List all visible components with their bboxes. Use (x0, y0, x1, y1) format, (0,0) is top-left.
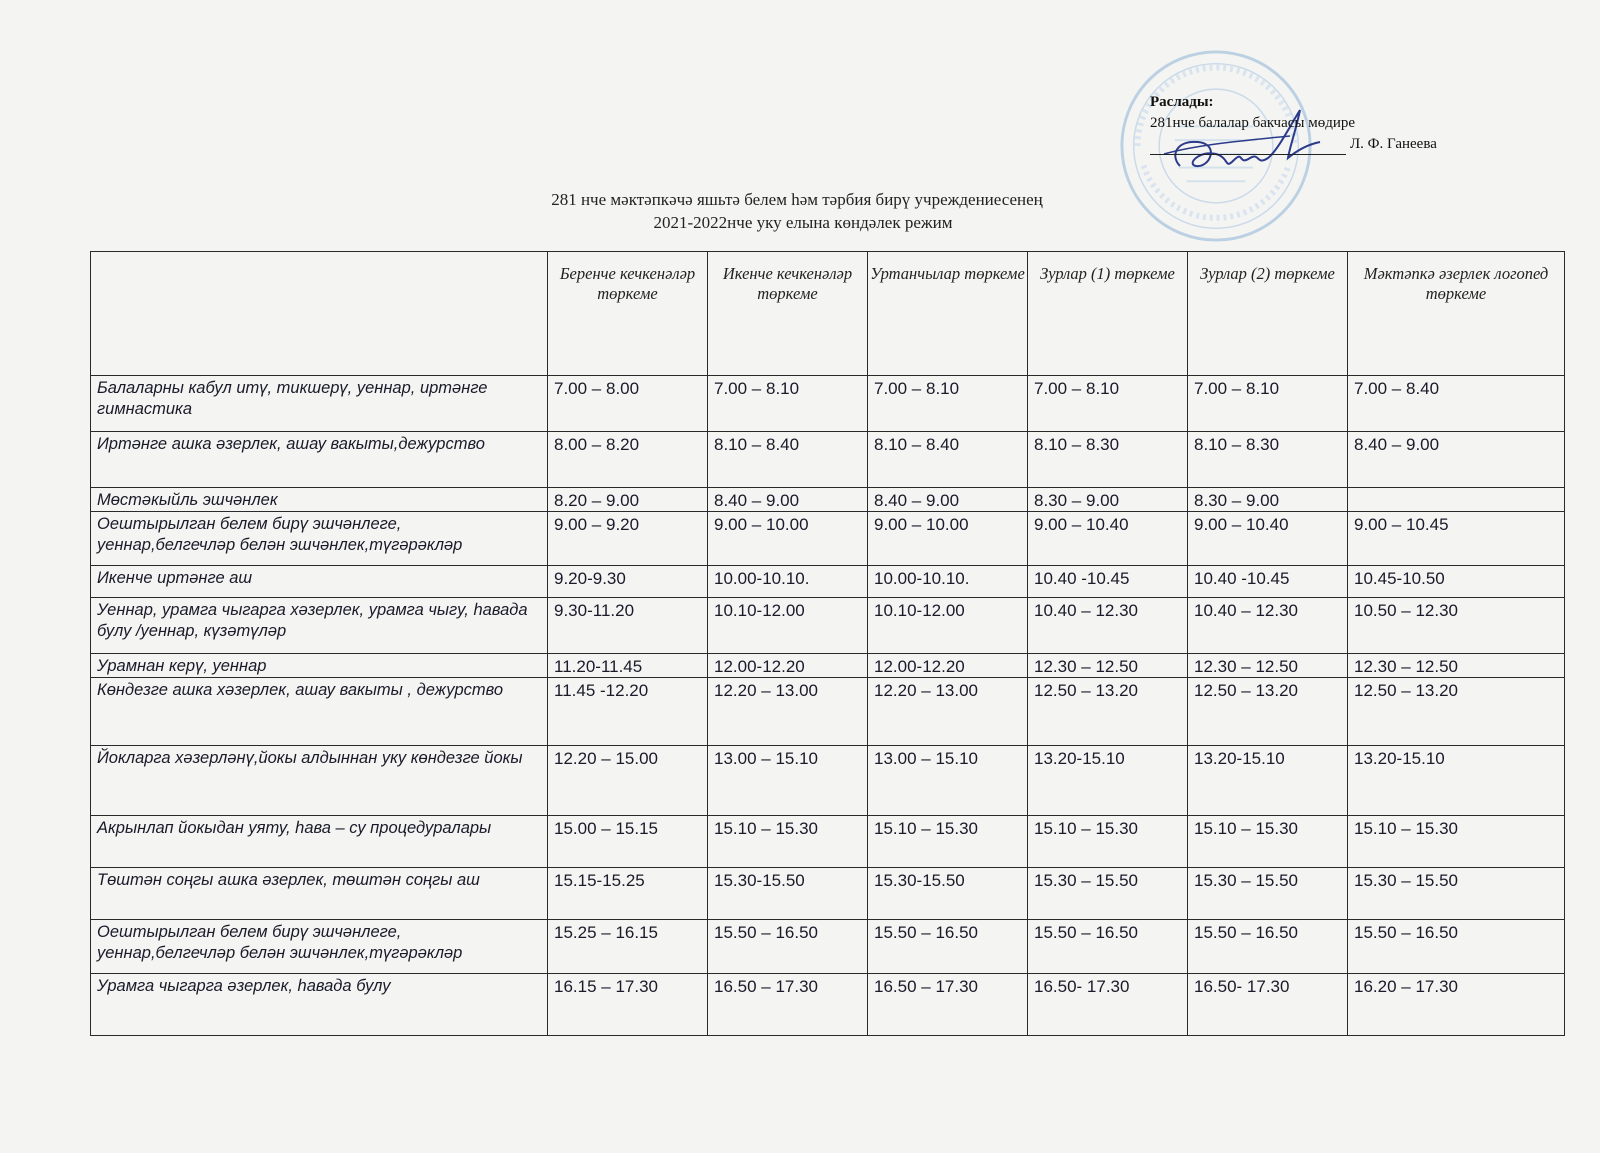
time-cell: 12.30 – 12.50 (1028, 654, 1188, 678)
header-cell: Беренче кечкенәләр төркеме (548, 252, 708, 376)
table-row (91, 598, 1565, 654)
time-cell: 12.50 – 13.20 (1188, 678, 1348, 746)
header-cell: Зурлар (2) төркеме (1188, 252, 1348, 376)
table-row (91, 868, 1565, 920)
time-cell: 8.30 – 9.00 (1188, 488, 1348, 512)
activity-cell: Икенче иртәнге аш (91, 566, 548, 598)
time-cell: 7.00 – 8.00 (548, 376, 708, 432)
time-cell: 15.30-15.50 (868, 868, 1028, 920)
time-cell: 10.40 – 12.30 (1188, 598, 1348, 654)
table-row (91, 376, 1565, 432)
header-cell: Мәктәпкә әзерлек логопед төркеме (1348, 252, 1565, 376)
table-row (91, 432, 1565, 488)
activity-cell: Акрынлап йокыдан уяту, һава – су процедуралары (91, 816, 548, 868)
time-cell: 11.45 -12.20 (548, 678, 708, 746)
activity-cell: Уеннар, урамга чыгарга хәзерлек, урамга чыгу, һавада булу /уеннар, күзәтүләр (91, 598, 548, 654)
activity-cell: Оештырылган белем бирү эшчәнлеге, уеннар,белгечләр белән эшчәнлек,түгәрәкләр (91, 512, 548, 566)
activity-cell: Мөстәкыйль эшчәнлек (91, 488, 548, 512)
time-cell (1348, 488, 1565, 512)
time-cell: 15.30 – 15.50 (1348, 868, 1565, 920)
time-cell: 9.00 – 10.00 (868, 512, 1028, 566)
time-cell: 8.40 – 9.00 (1348, 432, 1565, 488)
header-cell: Зурлар (1) төркеме (1028, 252, 1188, 376)
time-cell: 9.00 – 10.00 (708, 512, 868, 566)
time-cell: 10.45-10.50 (1348, 566, 1565, 598)
table-row (91, 816, 1565, 868)
time-cell: 9.00 – 10.40 (1028, 512, 1188, 566)
time-cell: 16.15 – 17.30 (548, 974, 708, 1036)
time-cell: 16.50- 17.30 (1028, 974, 1188, 1036)
time-cell: 8.10 – 8.30 (1028, 432, 1188, 488)
approval-heading: Раслады: (1150, 94, 1214, 110)
activity-cell: Көндезге ашка хәзерлек, ашау вакыты , дежурство (91, 678, 548, 746)
time-cell: 15.10 – 15.30 (1028, 816, 1188, 868)
approval-name: Л. Ф. Ганеева (1350, 136, 1437, 152)
header-row (91, 252, 1565, 376)
time-cell: 15.30-15.50 (708, 868, 868, 920)
header-cell (91, 252, 548, 376)
table-row (91, 678, 1565, 746)
time-cell: 7.00 – 8.10 (1028, 376, 1188, 432)
table-row (91, 974, 1565, 1036)
time-cell: 15.00 – 15.15 (548, 816, 708, 868)
time-cell: 9.00 – 10.45 (1348, 512, 1565, 566)
time-cell: 15.10 – 15.30 (868, 816, 1028, 868)
time-cell: 8.40 – 9.00 (708, 488, 868, 512)
time-cell: 12.30 – 12.50 (1348, 654, 1565, 678)
time-cell: 15.50 – 16.50 (708, 920, 868, 974)
time-cell: 15.10 – 15.30 (708, 816, 868, 868)
time-cell: 8.00 – 8.20 (548, 432, 708, 488)
time-cell: 8.40 – 9.00 (868, 488, 1028, 512)
time-cell: 7.00 – 8.10 (708, 376, 868, 432)
activity-cell: Урамнан керү, уеннар (91, 654, 548, 678)
time-cell: 12.20 – 13.00 (868, 678, 1028, 746)
table-row (91, 920, 1565, 974)
activity-cell: Урамга чыгарга әзерлек, һавада булу (91, 974, 548, 1036)
time-cell: 16.50 – 17.30 (868, 974, 1028, 1036)
time-cell: 13.00 – 15.10 (868, 746, 1028, 816)
time-cell: 12.00-12.20 (708, 654, 868, 678)
time-cell: 15.30 – 15.50 (1188, 868, 1348, 920)
time-cell: 13.00 – 15.10 (708, 746, 868, 816)
signature-line (1150, 138, 1346, 155)
time-cell: 7.00 – 8.10 (1188, 376, 1348, 432)
time-cell: 10.40 -10.45 (1028, 566, 1188, 598)
time-cell: 12.50 – 13.20 (1348, 678, 1565, 746)
time-cell: 7.00 – 8.40 (1348, 376, 1565, 432)
schedule-table (90, 251, 1565, 1036)
activity-cell: Төштән соңгы ашка әзерлек, төштән соңгы аш (91, 868, 548, 920)
time-cell: 8.30 – 9.00 (1028, 488, 1188, 512)
table-row (91, 654, 1565, 678)
table-row (91, 488, 1565, 512)
time-cell: 9.20-9.30 (548, 566, 708, 598)
time-cell: 11.20-11.45 (548, 654, 708, 678)
time-cell: 9.30-11.20 (548, 598, 708, 654)
activity-cell: Йокларга хәзерләнү,йокы алдыннан уку көндезге йокы (91, 746, 548, 816)
time-cell: 7.00 – 8.10 (868, 376, 1028, 432)
time-cell: 13.20-15.10 (1188, 746, 1348, 816)
approval-position: 281нче балалар бакчасы мөдире (1150, 115, 1356, 131)
table-row (91, 746, 1565, 816)
time-cell: 12.00-12.20 (868, 654, 1028, 678)
activity-cell: Иртәнге ашка әзерлек, ашау вакыты,дежурство (91, 432, 548, 488)
time-cell: 10.00-10.10. (708, 566, 868, 598)
time-cell: 15.15-15.25 (548, 868, 708, 920)
time-cell: 12.20 – 13.00 (708, 678, 868, 746)
time-cell: 9.00 – 10.40 (1188, 512, 1348, 566)
time-cell: 10.10-12.00 (708, 598, 868, 654)
time-cell: 9.00 – 9.20 (548, 512, 708, 566)
time-cell: 16.50- 17.30 (1188, 974, 1348, 1036)
time-cell: 10.10-12.00 (868, 598, 1028, 654)
header-cell: Икенче кечкенәләр төркеме (708, 252, 868, 376)
time-cell: 13.20-15.10 (1028, 746, 1188, 816)
time-cell: 15.30 – 15.50 (1028, 868, 1188, 920)
time-cell: 16.50 – 17.30 (708, 974, 868, 1036)
time-cell: 16.20 – 17.30 (1348, 974, 1565, 1036)
table-row (91, 566, 1565, 598)
approval-block (1150, 92, 1437, 155)
table-row (91, 512, 1565, 566)
time-cell: 10.40 -10.45 (1188, 566, 1348, 598)
time-cell: 10.00-10.10. (868, 566, 1028, 598)
time-cell: 15.50 – 16.50 (868, 920, 1028, 974)
time-cell: 15.10 – 15.30 (1188, 816, 1348, 868)
time-cell: 12.30 – 12.50 (1188, 654, 1348, 678)
time-cell: 10.40 – 12.30 (1028, 598, 1188, 654)
time-cell: 8.20 – 9.00 (548, 488, 708, 512)
time-cell: 12.20 – 15.00 (548, 746, 708, 816)
time-cell: 10.50 – 12.30 (1348, 598, 1565, 654)
header-cell: Уртанчылар төркеме (868, 252, 1028, 376)
document-subtitle: 2021-2022нче уку елына көндәлек режим (653, 213, 953, 232)
time-cell: 15.10 – 15.30 (1348, 816, 1565, 868)
time-cell: 15.25 – 16.15 (548, 920, 708, 974)
activity-cell: Оештырылган белем бирү эшчәнлеге, уеннар,белгечләр белән эшчәнлек,түгәрәкләр (91, 920, 548, 974)
time-cell: 8.10 – 8.30 (1188, 432, 1348, 488)
time-cell: 15.50 – 16.50 (1348, 920, 1565, 974)
time-cell: 15.50 – 16.50 (1028, 920, 1188, 974)
time-cell: 8.10 – 8.40 (868, 432, 1028, 488)
time-cell: 8.10 – 8.40 (708, 432, 868, 488)
time-cell: 12.50 – 13.20 (1028, 678, 1188, 746)
document-title: 281 нче мәктәпкәчә яшьтә белем һәм тәрбия бирү учреждениесенең (551, 190, 1043, 209)
time-cell: 13.20-15.10 (1348, 746, 1565, 816)
activity-cell: Балаларны кабул итү, тикшерү, уеннар, иртәнге гимнастика (91, 376, 548, 432)
time-cell: 15.50 – 16.50 (1188, 920, 1348, 974)
